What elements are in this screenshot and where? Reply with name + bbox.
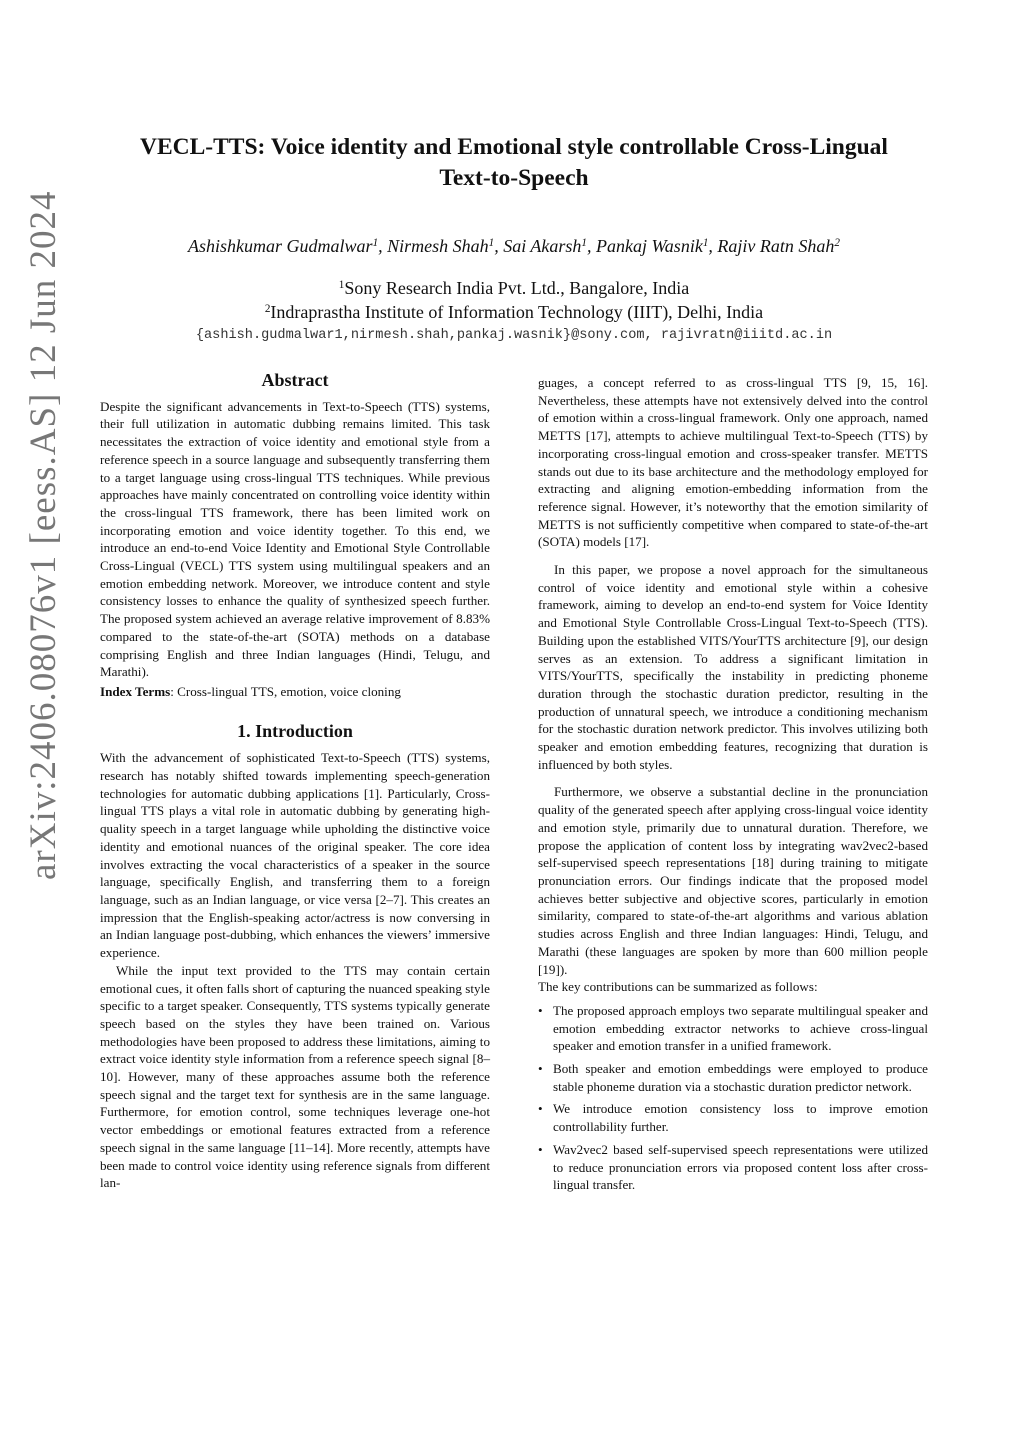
arxiv-identifier: arXiv:2406.08076v1 [eess.AS] 12 Jun 2024 [23, 190, 64, 880]
abstract-text: Despite the significant advancements in Text-to-Speech (TTS) systems, their full utilization in automatic dubbing remains limited. This task necessitates the extraction of voice identity and emotional style from a reference speech in a source language and subsequently transferring them to a target language using cross-lingual TTS techniques. While previous approaches have mainly concentrated on controlling voice identity within the cross-lingual TTS framework, there has been limited work on incorporating emotion and voice identity together. To this end, we introduce an end-to-end Voice Identity and Emotional Style Controllable Cross-Lingual (VECL) TTS system using multilingual speakers and an emotion embedding network. Moreover, we introduce content and style consistency losses to enhance the quality of synthesized speech further. The proposed system achieved an average relative improvement of 8.83% compared to the state-of-the-art (SOTA) methods on a database comprising English and three Indian languages (Hindi, Telugu, and Marathi). [100, 398, 490, 680]
right-column [538, 374, 928, 1199]
intro-paragraph-4: Furthermore, we observe a substantial decline in the pronunciation quality of the generated speech after applying cross-lingual voice identity and emotion style, primarily due to unnatural duration. Therefore, we propose the application of content loss by integrating wav2vec2-based self-supervised speech representations [18] during training to mitigate pronunciation errors. Our findings indicate that the proposed model achieves better subjective and objective scores, particularly in emotion similarity, compared to state-of-the-art algorithms and various ablation studies across English and three Indian languages: Hindi, Telugu, and Marathi (these languages are spoken by more than 600 million people [19]). [538, 784, 928, 977]
title-line-2: Text-to-Speech [439, 165, 589, 191]
author-list [60, 234, 968, 258]
intro-paragraph-2-continued: guages, a concept referred to as cross-lingual TTS [9, 15, 16]. Nevertheless, these attempts have not extensively delved into the control of emotion within a cross-lingual framework. Only one approach, named METTS [17], attempts to achieve multilingual Text-to-Speech (TTS) by incorporating cross-lingual emotion and cross-speaker transfer. METTS stands out due to its base architecture and the methodology employed for extracting and aligning emotion-embedding information from the reference signal. However, it’s noteworthy that the emotion similarity of METTS is not sufficiently competitive when compared to state-of-the-art (SOTA) models [17]. [538, 375, 928, 550]
affiliations [60, 276, 968, 324]
introduction-heading: 1. Introduction [237, 720, 353, 741]
list-item: • Both speaker and emotion embeddings were employed to produce stable phoneme duration via a stochastic duration predictor network. [538, 1061, 928, 1094]
intro-paragraph-3: In this paper, we propose a novel approach for the simultaneous control of voice identity and emotional style within a cohesive framework, aiming to develop an end-to-end system for Voice Identity and Emotional Style Controllable Cross-Lingual Text-to-Speech (TTS). Building upon the established VITS/YourTTS architecture [9], our design serves as an extension. To address a significant limitation in VITS/YourTTS, specifically the instability in predicting phoneme duration through the stochastic duration predictor, resulting in the production of unnatural speech, we introduce a conditioning mechanism for the stochastic duration network predictor. This involves utilizing both speaker and emotion embedding features, recognizing that duration is influenced by both styles. [538, 562, 928, 772]
bullet-icon: • [538, 1002, 543, 1018]
author: Rajiv Ratn Shah$^2$ [717, 236, 840, 256]
bullet-icon: • [538, 1141, 543, 1157]
bullet-icon: • [538, 1061, 543, 1077]
abstract-heading: Abstract [261, 370, 329, 390]
list-item: • We introduce emotion consistency loss to improve emotion controllability further. [538, 1101, 928, 1135]
author: Pankaj Wasnik$^1$, [595, 236, 718, 256]
author: Sai Akarsh$^1$, [503, 236, 596, 256]
contributions-list [538, 1002, 928, 1194]
title-line-1: VECL-TTS: Voice identity and Emotional style controllable Cross-Lingual [140, 134, 888, 160]
intro-paragraph-1: With the advancement of sophisticated Text-to-Speech (TTS) systems, research has notably shifted towards implementing speech-generation technologies for automatic dubbing applications [1]. Particularly, Cross-lingual TTS plays a vital role in automatic dubbing by generating high-quality speech in a target language while upholding the distinctive voice identity and emotional nuances of the original speaker. The core idea involves extracting the vocal characteristics of a speaker in the source language, specifically English, and transferring them to a foreign language, such as an Indian language, or vice versa [2–7]. This creates an impression that the English-speaking actor/actress is now conversing in an Indian language post-dubbing, which enhances the viewers’ immersive experience. [100, 750, 490, 961]
author-emails: {ashish.gudmalwar1,nirmesh.shah,pankaj.wasnik}@sony.com, rajivratn@iiitd.ac.in [195, 328, 833, 343]
contributions-intro: The key contributions can be summarized as follows: [538, 979, 818, 995]
affiliation-2: $^2$Indraprastha Institute of Information Technology (IIIT), Delhi, India [264, 302, 764, 322]
intro-paragraph-2: While the input text provided to the TTS may contain certain emotional cues, it often falls short of capturing the nuanced speaking style specific to a target speaker. Consequently, TTS systems typically generate speech based on the styles they have been trained on. Various methodologies have been proposed to address these limitations, aiming to extract voice identity style information from a reference speech signal [8–10]. However, many of these approaches assume both the reference speech signal and the target text for synthesis are in the same language. Furthermore, for emotion control, some techniques leverage one-hot vector embeddings or emotional features extracted from a reference speech signal in the same language [11–14]. More recently, attempts have been made to control voice identity using reference signals from different lan- [100, 962, 490, 1191]
affiliation-1: $^1$Sony Research India Pvt. Ltd., Bangalore, India [338, 278, 690, 298]
paper-title [100, 132, 928, 194]
left-column [100, 368, 490, 1192]
author: Ashishkumar Gudmalwar$^1$, [188, 236, 388, 256]
index-terms: Index Terms: Cross-lingual TTS, emotion, voice cloning [100, 683, 401, 699]
bullet-icon: • [538, 1101, 543, 1117]
list-item: • The proposed approach employs two separate multilingual speaker and emotion embedding extractor networks to achieve cross-lingual speaker and emotion transfer in a unified framework. [538, 1002, 928, 1054]
list-item: • Wav2vec2 based self-supervised speech representations were utilized to reduce pronunciation errors via proposed content loss after cross-lingual transfer. [538, 1141, 928, 1193]
author: Nirmesh Shah$^1$, [387, 236, 504, 256]
